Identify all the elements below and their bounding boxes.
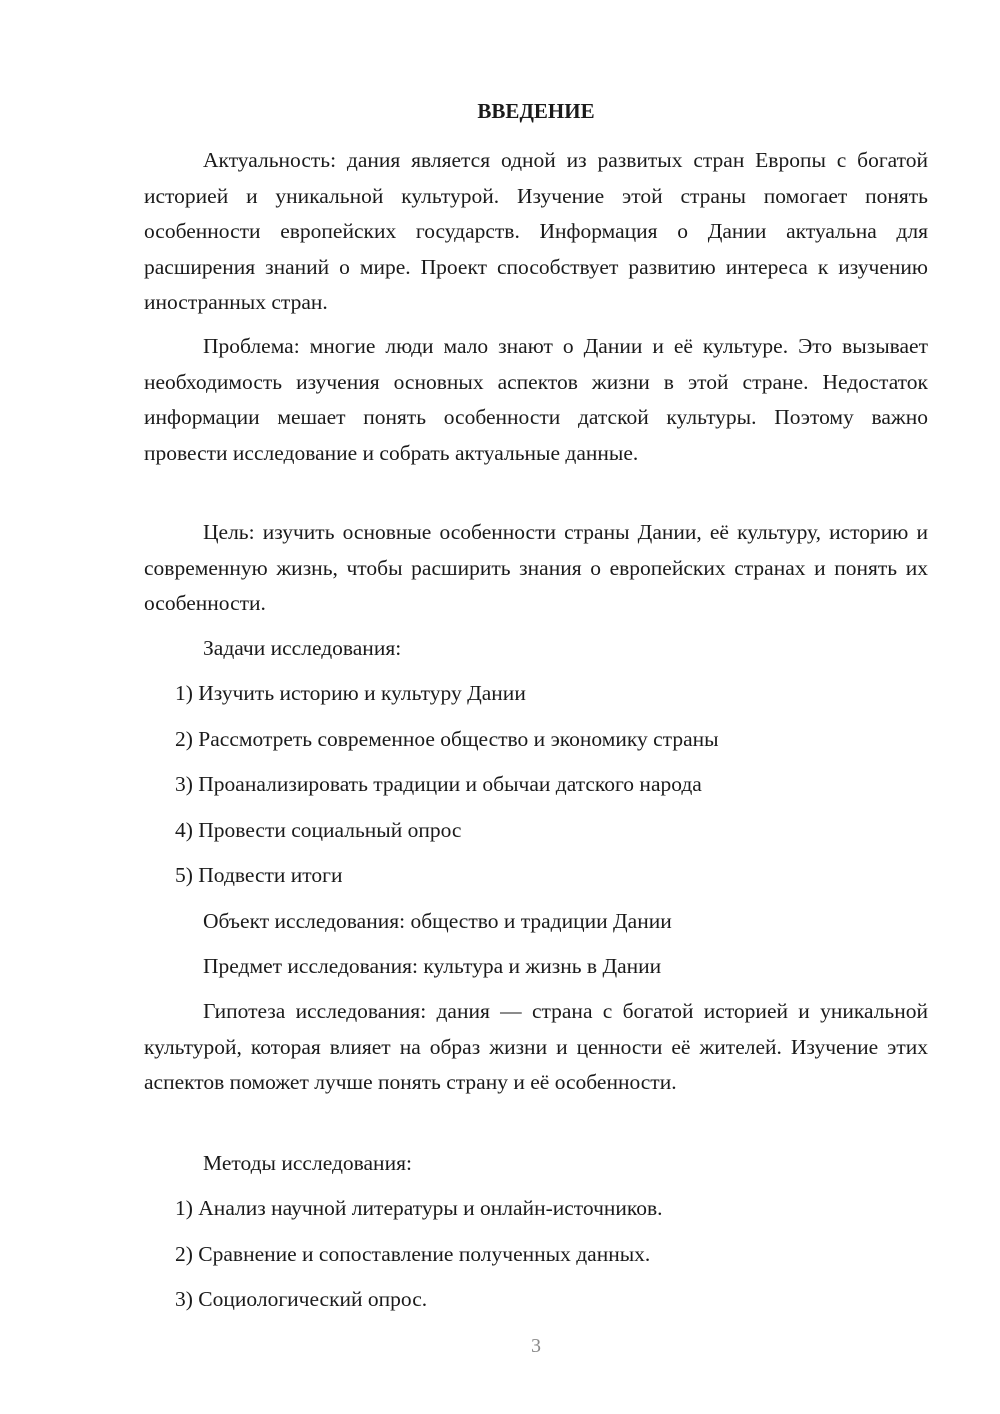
paragraph-problem: Проблема: многие люди мало знают о Дании и её культуре. Это вызывает необходимость изучения основных аспектов жизни в этой стране. Недостаток информации мешает понять особенности датской культуры. Поэтому важно провести исследование и собрать актуальные данные. bbox=[144, 334, 928, 465]
task-item-2: 2) Рассмотреть современное общество и экономику страны bbox=[175, 727, 719, 751]
paragraph-relevance: Актуальность: дания является одной из развитых стран Европы с богатой историей и уникальной культурой. Изучение этой страны помогает понять особенности европейских государств. Информация о Дании актуальна для расширения знаний о мире. Проект способствует развитию интереса к изучению иностранных стран. bbox=[144, 148, 928, 314]
research-object: Объект исследования: общество и традиции Дании bbox=[203, 909, 672, 933]
task-item-3: 3) Проанализировать традиции и обычаи датского народа bbox=[175, 772, 702, 796]
method-item-2: 2) Сравнение и сопоставление полученных данных. bbox=[175, 1242, 651, 1266]
research-subject: Предмет исследования: культура и жизнь в Дании bbox=[203, 954, 662, 978]
tasks-title: Задачи исследования: bbox=[203, 636, 402, 660]
section-heading: ВВЕДЕНИЕ bbox=[477, 99, 595, 123]
page-number: 3 bbox=[531, 1335, 541, 1357]
task-item-4: 4) Провести социальный опрос bbox=[175, 818, 462, 842]
task-item-1: 1) Изучить историю и культуру Дании bbox=[175, 681, 526, 705]
paragraph-hypothesis: Гипотеза исследования: дания — страна с богатой историей и уникальной культурой, которая влияет на образ жизни и ценности её жителей. Изучение этих аспектов поможет лучше понять страну и её особенности. bbox=[144, 999, 928, 1094]
method-item-1: 1) Анализ научной литературы и онлайн-источников. bbox=[175, 1196, 663, 1220]
paragraph-goal: Цель: изучить основные особенности страны Дании, её культуру, историю и современную жизнь, чтобы расширить знания о европейских странах и понять их особенности. bbox=[144, 520, 928, 615]
method-item-3: 3) Социологический опрос. bbox=[175, 1287, 428, 1311]
methods-title: Методы исследования: bbox=[203, 1151, 412, 1175]
task-item-5: 5) Подвести итоги bbox=[175, 863, 343, 887]
